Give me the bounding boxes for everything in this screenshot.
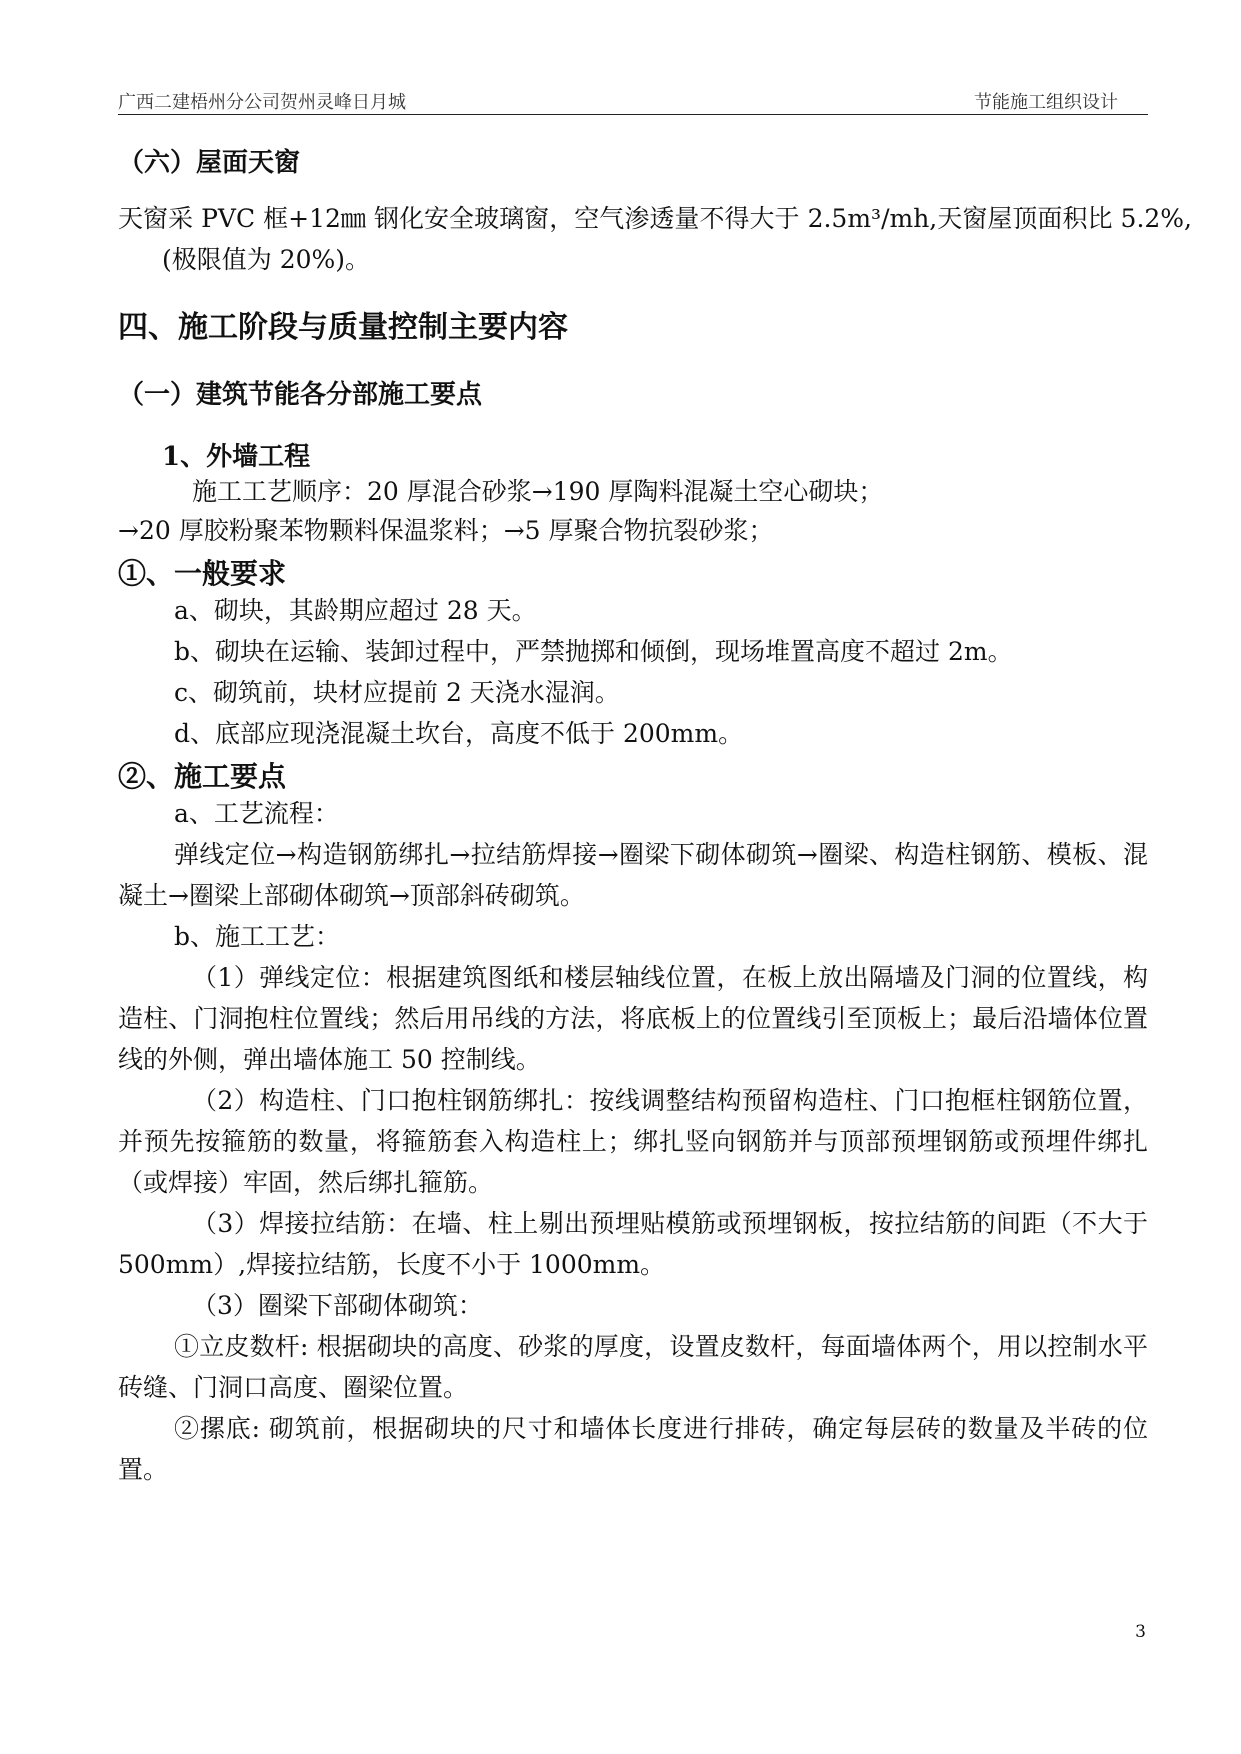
general-item-c: c、砌筑前，块材应提前 2 天浇水湿润。 [174,678,620,707]
step-1: （1）弹线定位：根据建筑图纸和楼层轴线位置，在板上放出隔墙及门洞的位置线，构造柱、门洞抱柱位置线；然后用吊线的方法，将底板上的位置线引至顶板上；最后沿墙体位置线的外侧，弹出墙体施工 50 控制线。 [118,963,1148,1074]
general-item-d: d、底部应现浇混凝土坎台，高度不低于 200mm。 [174,719,744,748]
chapter-four-title: 四、施工阶段与质量控制主要内容 [118,310,568,345]
step-3b-title: （3）圈梁下部砌体砌筑： [192,1291,483,1320]
step-2: （2）构造柱、门口抱柱钢筋绑扎：按线调整结构预留构造柱、门口抱框柱钢筋位置，并预先按箍筋的数量，将箍筋套入构造柱上；绑扎竖向钢筋并与顶部预埋钢筋或预埋件绑扎（或焊接）牢固，然后绑扎箍筋。 [118,1086,1148,1197]
page-header [118,86,1148,115]
section-six-text: 天窗采 PVC 框+12㎜ 钢化安全玻璃窗，空气渗透量不得大于 2.5m³/mh,天窗屋顶面积比 5.2%,(极限值为 20%)。 [118,204,1192,274]
process-title: b、施工工艺： [174,922,341,951]
wall-seq-1: 施工工艺顺序：20 厚混合砂浆→190 厚陶料混凝土空心砌块； [192,477,884,506]
general-item-a: a、砌块，其龄期应超过 28 天。 [174,596,537,625]
process-flow-title: a、工艺流程： [174,799,339,828]
wall-title: 1、外墙工程 [162,442,311,472]
step-pole: ①立皮数杆: 根据砌块的高度、砂浆的厚度，设置皮数杆，每面墙体两个，用以控制水平砖缝、门洞口高度、圈梁位置。 [118,1332,1148,1402]
general-item-b: b、砌块在运输、装卸过程中，严禁抛掷和倾倒，现场堆置高度不超过 2m。 [174,637,1013,666]
points-title: ②、施工要点 [118,760,287,793]
step-base: ②摞底: 砌筑前，根据砌块的尺寸和墙体长度进行排砖，确定每层砖的数量及半砖的位置。 [118,1414,1148,1484]
step-3: （3）焊接拉结筋：在墙、柱上剔出预埋贴模筋或预埋钢板，按拉结筋的间距（不大于 500mm）,焊接拉结筋，长度不小于 1000mm。 [118,1209,1148,1279]
process-flow-text: 弹线定位→构造钢筋绑扎→拉结筋焊接→圈梁下砌体砌筑→圈梁、构造柱钢筋、模板、混凝土→圈梁上部砌体砌筑→顶部斜砖砌筑。 [118,840,1148,910]
page-number: 3 [1135,1622,1146,1642]
subsection-one-title: （一）建筑节能各分部施工要点 [118,380,483,410]
wall-seq-2: →20 厚胶粉聚苯物颗料保温浆料；→5 厚聚合物抗裂砂浆； [118,516,774,545]
section-six-title: （六）屋面天窗 [118,148,301,178]
general-req-title: ①、一般要求 [118,557,287,590]
header-right: 节能施工组织设计 [974,92,1118,113]
header-left: 广西二建梧州分公司贺州灵峰日月城 [118,92,406,113]
